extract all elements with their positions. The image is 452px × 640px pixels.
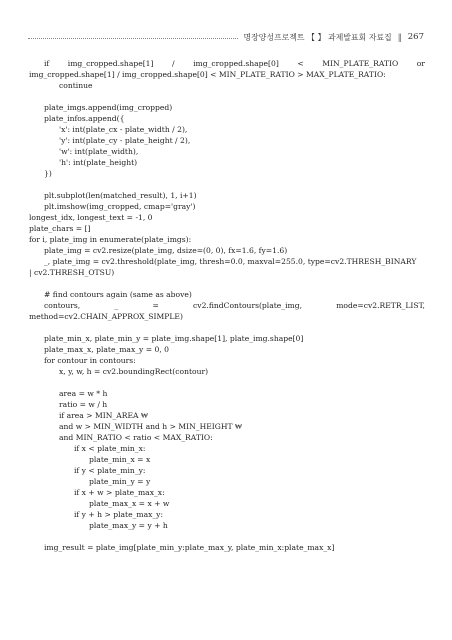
code-line: and MIN_RATIO < ratio < MAX_RATIO: [59, 433, 213, 442]
code-line: img_cropped.shape[1] / img_cropped.shape[0] < MIN_PLATE_RATIO > MAX_PLATE_RATIO: [29, 70, 386, 79]
code-line: for i, plate_img in enumerate(plate_imgs): [29, 235, 192, 244]
page-header [28, 28, 424, 46]
code-line: plate_min_x, plate_min_y = plate_img.shape[1], plate_img.shape[0] [44, 334, 304, 343]
code-token: / [172, 59, 175, 68]
code-line [29, 377, 425, 388]
code-line: }) [44, 169, 52, 178]
code-line: 'y': int(plate_cy - plate_height / 2), [59, 136, 191, 145]
code-token: img_cropped.shape[1] [67, 59, 154, 68]
code-listing [29, 58, 425, 553]
code-line [29, 179, 425, 190]
code-line: 'x': int(plate_cx - plate_width / 2), [59, 125, 188, 134]
code-line: plate_min_y = y [89, 477, 151, 486]
code-line: continue [59, 81, 93, 90]
code-line: | cv2.THRESH_OTSU) [29, 268, 115, 277]
code-line [29, 322, 425, 333]
code-token: or [416, 59, 425, 68]
code-token: MIN_PLATE_RATIO [322, 59, 399, 68]
code-line: _, plate_img = cv2.threshold(plate_img, thresh=0.0, maxval=255.0, type=cv2.THRESH_BINARY [44, 257, 417, 266]
code-line: plate_max_y = y + h [89, 521, 168, 530]
code-line: plate_max_x = x + w [89, 499, 170, 508]
code-token: = [152, 301, 159, 310]
code-line: plate_min_x = x [89, 455, 151, 464]
code-line: method=cv2.CHAIN_APPROX_SIMPLE) [29, 312, 183, 321]
code-line: if area > MIN_AREA ₩ [59, 411, 149, 420]
code-line [29, 91, 425, 102]
code-line [29, 278, 425, 289]
code-line: img_result = plate_img[plate_min_y:plate_max_y, plate_min_x:plate_max_x] [44, 543, 335, 552]
code-token: < [297, 59, 304, 68]
code-line: plt.subplot(len(matched_result), 1, i+1) [44, 191, 197, 200]
code-line: plate_chars = [] [29, 224, 91, 233]
code-line: x, y, w, h = cv2.boundingRect(contour) [59, 367, 209, 376]
page-number: 267 [407, 32, 424, 42]
code-line: if y < plate_min_y: [74, 466, 146, 475]
code-line: and w > MIN_WIDTH and h > MIN_HEIGHT ₩ [59, 422, 243, 431]
code-token: if [44, 59, 50, 68]
code-line: ratio = w / h [59, 400, 108, 409]
code-line: plate_imgs.append(img_cropped) [44, 103, 173, 112]
code-line: if x < plate_min_x: [74, 444, 146, 453]
code-line: if x + w > plate_max_x: [74, 488, 165, 497]
code-line: for contour in contours: [44, 356, 136, 365]
code-line [29, 300, 425, 311]
code-line: plate_infos.append({ [44, 114, 125, 123]
code-line [29, 58, 425, 69]
code-line: plate_max_x, plate_max_y = 0, 0 [44, 345, 170, 354]
code-line: plt.imshow(img_cropped, cmap='gray') [44, 202, 196, 211]
code-token: _ [114, 301, 119, 310]
code-line [29, 531, 425, 542]
code-token: contours, [44, 301, 81, 310]
code-line: plate_img = cv2.resize(plate_img, dsize=(0, 0), fx=1.6, fy=1.6) [44, 246, 288, 255]
header-title: 명장양성프로젝트 【 】 과제발표회 자료집 [243, 32, 392, 42]
code-token: cv2.findContours(plate_img, [193, 301, 302, 310]
code-line: longest_idx, longest_text = -1, 0 [29, 213, 153, 222]
code-token: mode=cv2.RETR_LIST, [336, 301, 425, 310]
dotted-leader [28, 38, 238, 39]
code-line: # find contours again (same as above) [44, 290, 192, 299]
code-line: 'h': int(plate_height) [59, 158, 138, 167]
code-line: if y + h > plate_max_y: [74, 510, 164, 519]
code-line: area = w * h [59, 389, 108, 398]
code-token: img_cropped.shape[0] [193, 59, 279, 68]
code-line: 'w': int(plate_width), [59, 147, 139, 156]
header-separator: ‖ [397, 32, 402, 42]
